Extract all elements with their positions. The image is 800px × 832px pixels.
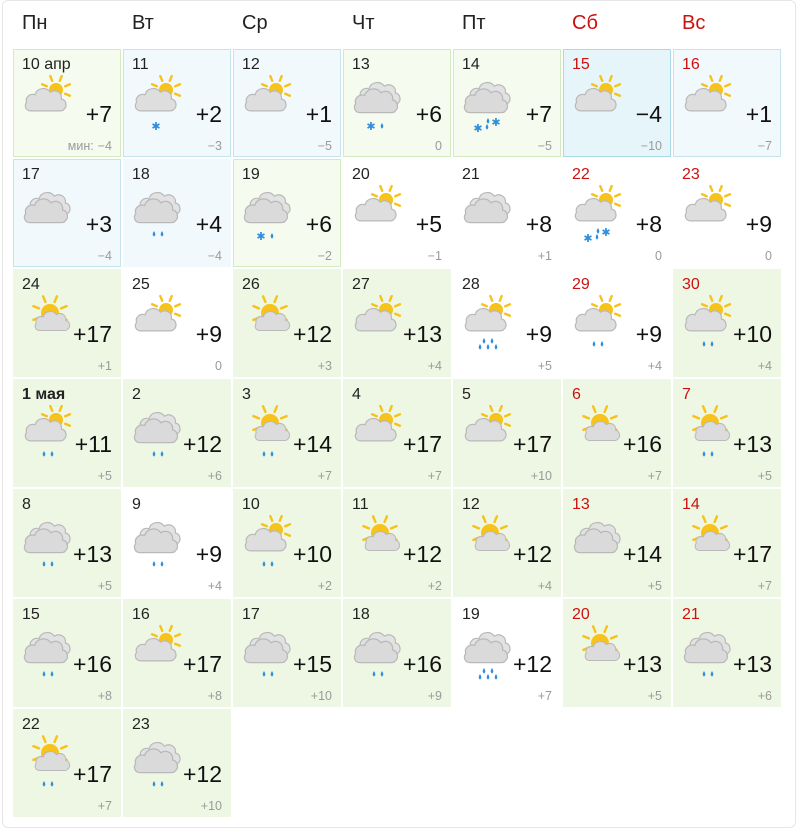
cloudy-sun-rain-icon	[460, 294, 520, 354]
min-value: +2	[317, 579, 332, 593]
day-min-temperature	[428, 579, 442, 593]
sun-cloud-rain-icon	[680, 404, 740, 464]
day-temperature: +13	[72, 541, 112, 567]
day-temperature: +12	[512, 541, 552, 567]
min-value: +7	[97, 799, 112, 813]
day-temperature: +13	[622, 651, 662, 677]
min-value: +5	[97, 579, 112, 593]
min-value: +6	[207, 469, 222, 483]
day-min-temperature	[538, 689, 552, 703]
day-date: 27	[352, 276, 370, 293]
cloudy-rain-icon	[240, 624, 300, 684]
day-temperature: +13	[732, 651, 772, 677]
day-cell[interactable]	[343, 599, 451, 707]
day-temperature: +8	[635, 211, 662, 237]
min-value: +7	[427, 469, 442, 483]
min-value: +5	[537, 359, 552, 373]
cloudy-sun-icon	[240, 74, 300, 134]
day-min-temperature	[318, 579, 332, 593]
min-value: +5	[647, 579, 662, 593]
day-min-temperature	[538, 359, 552, 373]
day-cell[interactable]	[13, 599, 121, 707]
day-temperature: +12	[182, 761, 222, 787]
min-value: +4	[757, 359, 772, 373]
day-cell[interactable]	[123, 709, 231, 817]
day-temperature: +17	[512, 431, 552, 457]
day-min-temperature	[538, 249, 552, 263]
day-date: 19	[242, 166, 260, 183]
cloudy-sun-icon	[130, 294, 190, 354]
day-cell[interactable]	[233, 379, 341, 487]
day-min-temperature	[318, 359, 332, 373]
sun-cloud-rain-icon	[20, 734, 80, 794]
day-temperature: +12	[402, 541, 442, 567]
day-min-temperature	[428, 469, 442, 483]
day-cell[interactable]	[673, 599, 781, 707]
day-cell[interactable]	[13, 159, 121, 267]
min-value: +6	[757, 689, 772, 703]
day-date: 30	[682, 276, 700, 293]
day-temperature: +1	[745, 101, 772, 127]
day-min-temperature	[98, 249, 112, 263]
day-temperature: +15	[292, 651, 332, 677]
day-cell[interactable]	[13, 709, 121, 817]
cloudy-sun-rain-icon	[20, 404, 80, 464]
day-temperature: +17	[182, 651, 222, 677]
min-value: −10	[640, 139, 662, 153]
cloudy-rain-icon	[680, 624, 740, 684]
day-cell[interactable]	[13, 49, 121, 157]
weekday-label: Чт	[352, 12, 375, 34]
cloudy-rain-icon	[130, 404, 190, 464]
day-date: 8	[22, 496, 31, 513]
cloudy-sun-icon	[20, 74, 80, 134]
day-temperature: +10	[292, 541, 332, 567]
day-date: 11	[132, 56, 149, 73]
day-temperature: +17	[402, 431, 442, 457]
day-temperature: +16	[72, 651, 112, 677]
day-temperature: +6	[305, 211, 332, 237]
day-min-temperature	[538, 579, 552, 593]
sun-cloud-rain-icon	[240, 404, 300, 464]
cloudy-sun-rain-icon	[240, 514, 300, 574]
day-temperature: +9	[635, 321, 662, 347]
day-cell[interactable]	[13, 489, 121, 597]
day-cell[interactable]	[343, 269, 451, 377]
svg-text:✱: ✱	[601, 226, 611, 239]
day-date: 10	[242, 496, 260, 513]
day-cell[interactable]	[563, 269, 671, 377]
cloudy-sun-icon	[350, 184, 410, 244]
day-date: 22	[572, 166, 590, 183]
day-min-temperature	[428, 249, 442, 263]
day-cell[interactable]	[123, 379, 231, 487]
svg-text:✱: ✱	[151, 120, 161, 133]
day-temperature: +13	[402, 321, 442, 347]
day-temperature: +14	[622, 541, 662, 567]
day-min-temperature	[655, 249, 662, 263]
day-cell[interactable]	[13, 269, 121, 377]
day-date: 3	[242, 386, 251, 403]
day-date: 19	[462, 606, 480, 623]
cloudy-sun-snow-icon	[570, 184, 630, 244]
sun-cloud-icon	[240, 294, 300, 354]
day-date: 14	[682, 496, 700, 513]
cloudy-sleet-icon	[240, 184, 300, 244]
min-value: −4	[97, 139, 112, 153]
day-temperature: +3	[85, 211, 112, 237]
day-cell[interactable]	[453, 269, 561, 377]
day-min-temperature	[758, 689, 772, 703]
day-cell[interactable]	[233, 269, 341, 377]
svg-text:✱: ✱	[256, 230, 266, 243]
day-date: 22	[22, 716, 40, 733]
day-date: 2	[132, 386, 141, 403]
min-value: +10	[200, 799, 222, 813]
day-date: 18	[352, 606, 370, 623]
day-temperature: +1	[305, 101, 332, 127]
weekday-label: Пт	[462, 12, 486, 34]
min-value: +4	[207, 579, 222, 593]
day-cell[interactable]	[453, 159, 561, 267]
day-date: 5	[462, 386, 471, 403]
cloudy-sun-rain-icon	[680, 294, 740, 354]
day-cell[interactable]	[673, 159, 781, 267]
day-min-temperature	[208, 469, 222, 483]
min-value: −7	[757, 139, 772, 153]
cloudy-icon	[20, 184, 80, 244]
day-date: 14	[462, 56, 480, 73]
day-min-temperature	[758, 469, 772, 483]
day-date: 16	[682, 56, 700, 73]
day-min-temperature	[531, 469, 552, 483]
cloudy-rain-icon	[130, 514, 190, 574]
cloudy-rain-icon	[460, 624, 520, 684]
day-temperature: +9	[745, 211, 772, 237]
svg-text:✱: ✱	[366, 120, 376, 133]
day-cell[interactable]	[343, 379, 451, 487]
sun-cloud-icon	[460, 514, 520, 574]
min-value: +3	[317, 359, 332, 373]
day-cell[interactable]	[233, 599, 341, 707]
day-cell[interactable]	[233, 49, 341, 157]
day-min-temperature	[311, 689, 332, 703]
min-value: 0	[215, 359, 222, 373]
day-min-temperature	[98, 579, 112, 593]
day-cell[interactable]	[123, 599, 231, 707]
day-cell[interactable]	[343, 49, 451, 157]
cloudy-sun-icon	[130, 624, 190, 684]
day-temperature: +9	[195, 321, 222, 347]
min-value: −4	[207, 249, 222, 263]
day-min-temperature	[428, 359, 442, 373]
cloudy-rain-icon	[20, 624, 80, 684]
day-cell[interactable]	[563, 159, 671, 267]
day-cell[interactable]	[453, 599, 561, 707]
day-min-temperature	[208, 579, 222, 593]
weekday-label: Сб	[572, 12, 598, 34]
day-date: 7	[682, 386, 691, 403]
sun-cloud-icon	[20, 294, 80, 354]
day-temperature: +6	[415, 101, 442, 127]
min-value: +5	[757, 469, 772, 483]
cloudy-sun-rain-icon	[570, 294, 630, 354]
cloudy-icon	[460, 184, 520, 244]
sun-cloud-icon	[570, 624, 630, 684]
day-cell[interactable]	[563, 379, 671, 487]
min-value: +4	[427, 359, 442, 373]
cloudy-sun-icon	[460, 404, 520, 464]
day-date: 17	[22, 166, 40, 183]
min-value: −4	[97, 249, 112, 263]
cloudy-sleet-icon	[350, 74, 410, 134]
day-min-temperature	[435, 139, 442, 153]
cloudy-rain-icon	[20, 514, 80, 574]
day-date: 21	[682, 606, 700, 623]
min-value: −5	[317, 139, 332, 153]
day-min-temperature	[641, 139, 662, 153]
min-value: +7	[647, 469, 662, 483]
min-value: 0	[765, 249, 772, 263]
day-temperature: +10	[732, 321, 772, 347]
day-temperature: +14	[292, 431, 332, 457]
weekday-label: Вт	[132, 12, 154, 34]
day-cell[interactable]	[343, 489, 451, 597]
min-value: 0	[655, 249, 662, 263]
svg-text:✱: ✱	[473, 122, 483, 134]
cloudy-icon	[570, 514, 630, 574]
day-min-temperature	[428, 689, 442, 703]
day-cell[interactable]	[13, 379, 121, 487]
day-date: 11	[352, 496, 369, 513]
day-temperature: +9	[195, 541, 222, 567]
day-date: 26	[242, 276, 260, 293]
cloudy-rain-icon	[130, 184, 190, 244]
day-temperature: +2	[195, 101, 222, 127]
day-date: 17	[242, 606, 260, 623]
min-value: +7	[757, 579, 772, 593]
day-min-temperature	[318, 469, 332, 483]
day-cell[interactable]	[673, 489, 781, 597]
day-date: 12	[462, 496, 480, 513]
day-date: 15	[22, 606, 40, 623]
cloudy-sun-icon	[350, 294, 410, 354]
min-value: +10	[530, 469, 552, 483]
day-temperature: +8	[525, 211, 552, 237]
day-temperature: +13	[732, 431, 772, 457]
min-value: +1	[537, 249, 552, 263]
min-value: +8	[97, 689, 112, 703]
day-min-temperature	[98, 799, 112, 813]
day-date: 9	[132, 496, 141, 513]
day-cell[interactable]	[673, 49, 781, 157]
cloudy-sun-snow-icon	[130, 74, 190, 134]
day-temperature: +17	[72, 761, 112, 787]
sun-cloud-icon	[570, 404, 630, 464]
cloudy-snow-icon	[460, 74, 520, 134]
min-value: +1	[97, 359, 112, 373]
day-min-temperature	[98, 469, 112, 483]
weekday-label: Ср	[242, 12, 268, 34]
min-value: −2	[317, 249, 332, 263]
day-min-temperature	[318, 249, 332, 263]
day-date: 10 апр	[22, 56, 71, 73]
day-date: 24	[22, 276, 40, 293]
day-min-temperature	[648, 689, 662, 703]
sun-cloud-icon	[680, 514, 740, 574]
day-min-temperature	[68, 139, 112, 153]
day-cell[interactable]	[673, 379, 781, 487]
day-temperature: +7	[85, 101, 112, 127]
day-cell[interactable]	[123, 159, 231, 267]
day-cell[interactable]	[343, 159, 451, 267]
day-temperature: +7	[525, 101, 552, 127]
day-temperature: +16	[402, 651, 442, 677]
day-temperature: −4	[635, 101, 662, 127]
min-value: −1	[427, 249, 442, 263]
day-temperature: +5	[415, 211, 442, 237]
day-cell[interactable]	[453, 379, 561, 487]
day-date: 21	[462, 166, 480, 183]
min-value: +7	[537, 689, 552, 703]
cloudy-sun-icon	[350, 404, 410, 464]
cloudy-sun-icon	[680, 74, 740, 134]
day-min-temperature	[208, 139, 222, 153]
min-value: +10	[310, 689, 332, 703]
day-date: 6	[572, 386, 581, 403]
day-date: 23	[682, 166, 700, 183]
day-date: 13	[572, 496, 590, 513]
day-date: 16	[132, 606, 150, 623]
day-cell[interactable]	[123, 489, 231, 597]
day-temperature: +17	[732, 541, 772, 567]
weekday-label: Пн	[22, 12, 48, 34]
day-temperature: +12	[512, 651, 552, 677]
day-min-temperature	[318, 139, 332, 153]
min-value: +8	[207, 689, 222, 703]
min-value: +4	[537, 579, 552, 593]
day-cell[interactable]	[233, 159, 341, 267]
day-date: 15	[572, 56, 590, 73]
day-min-temperature	[648, 359, 662, 373]
cloudy-rain-icon	[350, 624, 410, 684]
min-value: 0	[435, 139, 442, 153]
day-min-temperature	[648, 469, 662, 483]
day-min-temperature	[98, 359, 112, 373]
day-date: 28	[462, 276, 480, 293]
svg-text:✱: ✱	[583, 232, 593, 244]
day-cell[interactable]	[673, 269, 781, 377]
day-min-temperature	[208, 689, 222, 703]
day-temperature: +9	[525, 321, 552, 347]
day-date: 20	[352, 166, 370, 183]
weekday-label: Вс	[682, 12, 706, 34]
min-value: +5	[97, 469, 112, 483]
min-value: +5	[647, 689, 662, 703]
min-value: −3	[207, 139, 222, 153]
day-temperature: +12	[292, 321, 332, 347]
day-min-temperature	[758, 579, 772, 593]
cloudy-sun-icon	[680, 184, 740, 244]
day-min-temperature	[215, 359, 222, 373]
day-cell[interactable]	[123, 269, 231, 377]
min-value: +4	[647, 359, 662, 373]
day-min-temperature	[208, 249, 222, 263]
day-temperature: +12	[182, 431, 222, 457]
day-min-temperature	[98, 689, 112, 703]
min-value: +7	[317, 469, 332, 483]
day-min-temperature	[758, 359, 772, 373]
day-date: 12	[242, 56, 260, 73]
day-cell[interactable]	[453, 49, 561, 157]
day-cell[interactable]	[123, 49, 231, 157]
day-date: 18	[132, 166, 150, 183]
day-date: 20	[572, 606, 590, 623]
cloudy-rain-icon	[130, 734, 190, 794]
day-date: 4	[352, 386, 361, 403]
day-date: 23	[132, 716, 150, 733]
day-min-temperature	[201, 799, 222, 813]
min-value: +2	[427, 579, 442, 593]
day-min-temperature	[758, 139, 772, 153]
sun-cloud-icon	[350, 514, 410, 574]
day-min-temperature	[765, 249, 772, 263]
min-value: −5	[537, 139, 552, 153]
day-date: 29	[572, 276, 590, 293]
day-date: 13	[352, 56, 370, 73]
day-min-temperature	[538, 139, 552, 153]
day-cell[interactable]	[563, 49, 671, 157]
min-value: +9	[427, 689, 442, 703]
day-cell[interactable]	[563, 489, 671, 597]
day-temperature: +4	[195, 211, 222, 237]
day-date: 25	[132, 276, 150, 293]
day-min-temperature	[648, 579, 662, 593]
day-cell[interactable]	[563, 599, 671, 707]
day-temperature: +11	[74, 431, 112, 457]
day-cell[interactable]	[233, 489, 341, 597]
day-temperature: +17	[72, 321, 112, 347]
day-date: 1 мая	[22, 386, 66, 403]
cloudy-sun-icon	[570, 74, 630, 134]
svg-text:✱: ✱	[491, 116, 501, 129]
day-cell[interactable]	[453, 489, 561, 597]
min-label: мин:	[67, 139, 94, 153]
day-temperature: +16	[622, 431, 662, 457]
